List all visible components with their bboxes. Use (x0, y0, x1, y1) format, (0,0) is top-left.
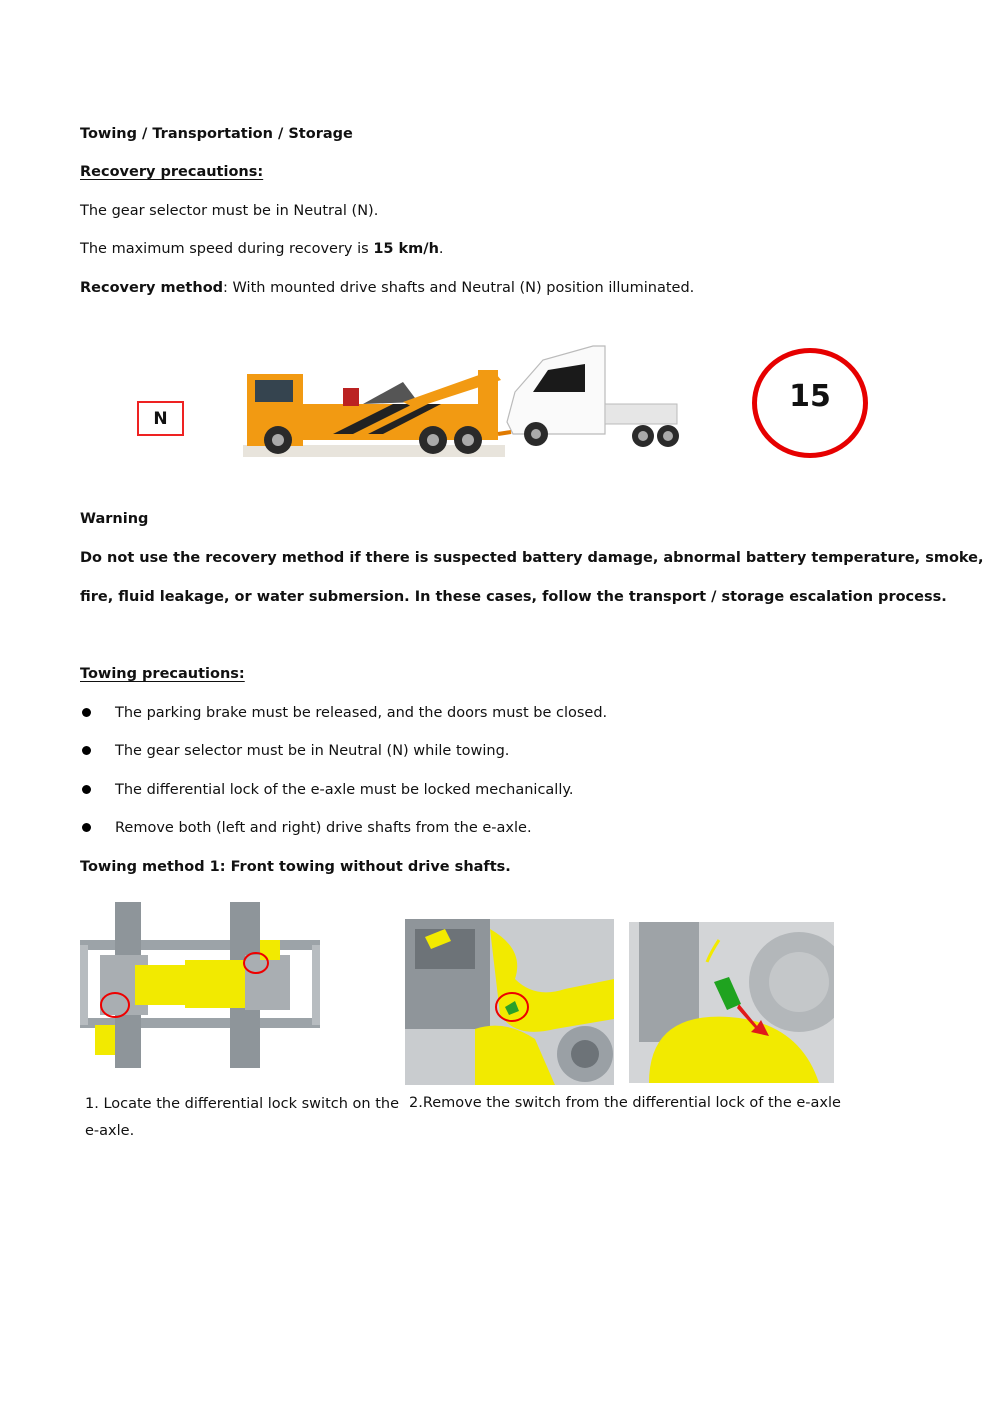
speed-text-end: . (438, 241, 444, 257)
recovery-gear-line: The gear selector must be in Neutral (N). (80, 203, 379, 219)
bullet-icon (82, 823, 91, 832)
speed-value: 15 km/h (373, 241, 439, 257)
list-item: Remove both (left and right) drive shafts from the e-axle. (115, 820, 532, 836)
caption-2: 2.Remove the switch from the differential lock of the e-axle (409, 1095, 841, 1111)
caption-1 (85, 1091, 399, 1145)
speed-limit-sign: 15 (752, 348, 868, 458)
list-item: The differential lock of the e-axle must be locked mechanically. (115, 782, 574, 798)
bullet-icon (82, 708, 91, 717)
recovery-method-label: Recovery method (80, 280, 224, 296)
switch-removal-image (629, 922, 834, 1083)
recovery-speed-line (80, 239, 444, 259)
towing-method-1: Towing method 1: Front towing without drive shafts. (80, 859, 511, 875)
tow-truck-illustration (243, 342, 698, 457)
bullet-icon (82, 785, 91, 794)
bullet-icon (82, 746, 91, 755)
page-heading: Towing / Transportation / Storage (80, 126, 353, 142)
neutral-gear-indicator: N (137, 401, 184, 436)
caption-1-line-1: 1. Locate the differential lock switch on the (85, 1096, 399, 1112)
axle-overview-image (80, 900, 320, 1070)
recovery-precautions-title: Recovery precautions: (80, 164, 264, 180)
recovery-method-line (80, 278, 694, 298)
warning-title: Warning (80, 511, 149, 527)
speed-text: The maximum speed during recovery is (80, 241, 374, 257)
warning-line-2: fire, fluid leakage, or water submersion. In these cases, follow the transport / storage escalation process. (80, 589, 947, 605)
caption-1-line-2: e-axle. (85, 1123, 135, 1139)
warning-line-1: Do not use the recovery method if there is suspected battery damage, abnormal battery temperature, smoke, (80, 550, 984, 566)
e-axle-detail-image (405, 919, 614, 1085)
towing-precautions-title: Towing precautions: (80, 666, 245, 682)
list-item: The gear selector must be in Neutral (N) while towing. (115, 743, 510, 759)
list-item: The parking brake must be released, and the doors must be closed. (115, 705, 608, 721)
recovery-method-text: : With mounted drive shafts and Neutral (N) position illuminated. (223, 280, 695, 296)
